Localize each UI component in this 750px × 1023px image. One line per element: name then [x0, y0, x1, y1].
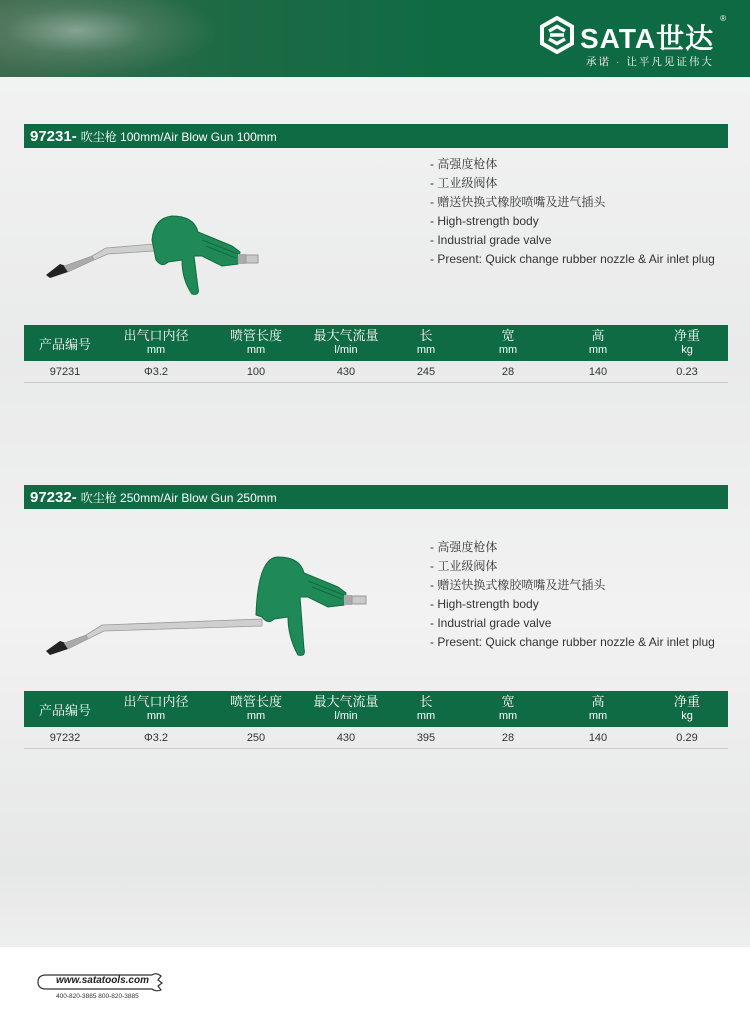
- table-row: [24, 361, 728, 383]
- product-title-bar: [24, 124, 728, 148]
- header-label: 净重: [673, 694, 700, 709]
- air-blow-gun-250mm-image: [42, 547, 372, 687]
- product-title-bar: [24, 485, 728, 509]
- header-unit: l/min: [334, 344, 358, 356]
- table-cell: 28: [501, 732, 515, 744]
- product-section-97232: [24, 485, 728, 750]
- header-cell-airflow: [306, 694, 386, 724]
- feature-item: - 工业级阀体: [430, 559, 498, 573]
- header-cell-width: [466, 328, 550, 358]
- feature-item: - Present: Quick change rubber nozzle & Air inlet plug: [430, 252, 715, 266]
- phone-numbers: 400-820-3885 800-820-3885: [56, 993, 139, 1000]
- hexagon-logo-icon: [538, 16, 576, 54]
- header-cell-nozzle-length: [206, 328, 306, 358]
- header-unit: mm: [498, 344, 518, 356]
- product-section-97231: [24, 124, 728, 384]
- header-label: 高: [591, 694, 605, 709]
- header-cell-height: [550, 694, 646, 724]
- feature-item: - Industrial grade valve: [430, 233, 552, 247]
- table-cell: 430: [336, 366, 356, 378]
- air-blow-gun-100mm-image: [42, 160, 262, 300]
- spec-table-header: [24, 325, 728, 361]
- table-cell: 97231: [49, 366, 81, 378]
- feature-item: - High-strength body: [430, 597, 539, 611]
- table-cell: Φ3.2: [143, 366, 169, 378]
- sata-logo: [538, 14, 726, 70]
- feature-list: [430, 155, 715, 269]
- website-link[interactable]: www.satatools.com: [56, 975, 149, 986]
- header-label: 出气口内径: [123, 328, 189, 343]
- product-code: 97232-: [30, 488, 77, 506]
- feature-item: - Present: Quick change rubber nozzle & Air inlet plug: [430, 635, 715, 649]
- brand-tagline: 承诺 · 让平凡见证伟大: [586, 56, 714, 68]
- product-name: 吹尘枪 100mm/Air Blow Gun 100mm: [80, 129, 277, 144]
- header-label: 最大气流量: [313, 694, 379, 709]
- feature-item: - 赠送快换式橡胶喷嘴及进气插头: [430, 578, 606, 592]
- table-cell: 0.23: [676, 366, 698, 378]
- feature-item: - 高强度枪体: [430, 540, 498, 554]
- header-cell-outlet: [106, 694, 206, 724]
- header-unit: mm: [588, 344, 608, 356]
- table-cell: 140: [588, 732, 608, 744]
- header-unit: kg: [681, 344, 693, 356]
- table-cell: 97232: [49, 732, 81, 744]
- product-code: 97231-: [30, 127, 77, 145]
- header-unit: mm: [416, 710, 436, 722]
- header-photo: [0, 0, 220, 77]
- header-unit: mm: [498, 710, 518, 722]
- registered-mark: ®: [720, 14, 726, 23]
- feature-item: - 工业级阀体: [430, 176, 498, 190]
- footer: [0, 947, 750, 1023]
- header-unit: mm: [146, 344, 166, 356]
- header-cell-weight: [646, 328, 728, 358]
- header-cell-code: 产品编号: [38, 703, 91, 718]
- footer-contact: [36, 971, 166, 1007]
- table-cell: 0.29: [676, 732, 698, 744]
- header-unit: l/min: [334, 710, 358, 722]
- table-cell: 250: [246, 732, 266, 744]
- header-cell-length: [386, 328, 466, 358]
- header-cell-nozzle-length: [206, 694, 306, 724]
- table-cell: 245: [416, 366, 436, 378]
- brand-name: SATA世达: [580, 23, 715, 54]
- header-unit: kg: [681, 710, 693, 722]
- header-label: 宽: [501, 328, 515, 343]
- feature-item: - High-strength body: [430, 214, 539, 228]
- feature-item: - Industrial grade valve: [430, 616, 552, 630]
- header-label: 喷管长度: [229, 328, 282, 343]
- header-label: 喷管长度: [229, 694, 282, 709]
- header-label: 净重: [673, 328, 700, 343]
- header-label: 最大气流量: [313, 328, 379, 343]
- header-unit: mm: [246, 710, 266, 722]
- header-label: 长: [419, 694, 433, 709]
- header-unit: mm: [588, 710, 608, 722]
- product-name: 吹尘枪 250mm/Air Blow Gun 250mm: [80, 490, 277, 505]
- feature-list: [430, 538, 715, 652]
- header-label: 出气口内径: [123, 694, 189, 709]
- header-cell-length: [386, 694, 466, 724]
- header-cell-width: [466, 694, 550, 724]
- feature-item: - 赠送快换式橡胶喷嘴及进气插头: [430, 195, 606, 209]
- header-cell-outlet: [106, 328, 206, 358]
- table-cell: 28: [501, 366, 515, 378]
- header-unit: mm: [416, 344, 436, 356]
- table-cell: 140: [588, 366, 608, 378]
- header-unit: mm: [146, 710, 166, 722]
- header-banner: [0, 0, 750, 77]
- header-label: 高: [591, 328, 605, 343]
- table-row: [24, 727, 728, 749]
- table-cell: 100: [246, 366, 266, 378]
- header-cell-weight: [646, 694, 728, 724]
- feature-item: - 高强度枪体: [430, 157, 498, 171]
- table-cell: 395: [416, 732, 436, 744]
- table-cell: 430: [336, 732, 356, 744]
- header-unit: mm: [246, 344, 266, 356]
- table-cell: Φ3.2: [143, 732, 169, 744]
- header-label: 长: [419, 328, 433, 343]
- header-cell-height: [550, 328, 646, 358]
- spec-table-header: [24, 691, 728, 727]
- header-label: 宽: [501, 694, 515, 709]
- header-cell-airflow: [306, 328, 386, 358]
- header-cell-code: 产品编号: [38, 337, 91, 352]
